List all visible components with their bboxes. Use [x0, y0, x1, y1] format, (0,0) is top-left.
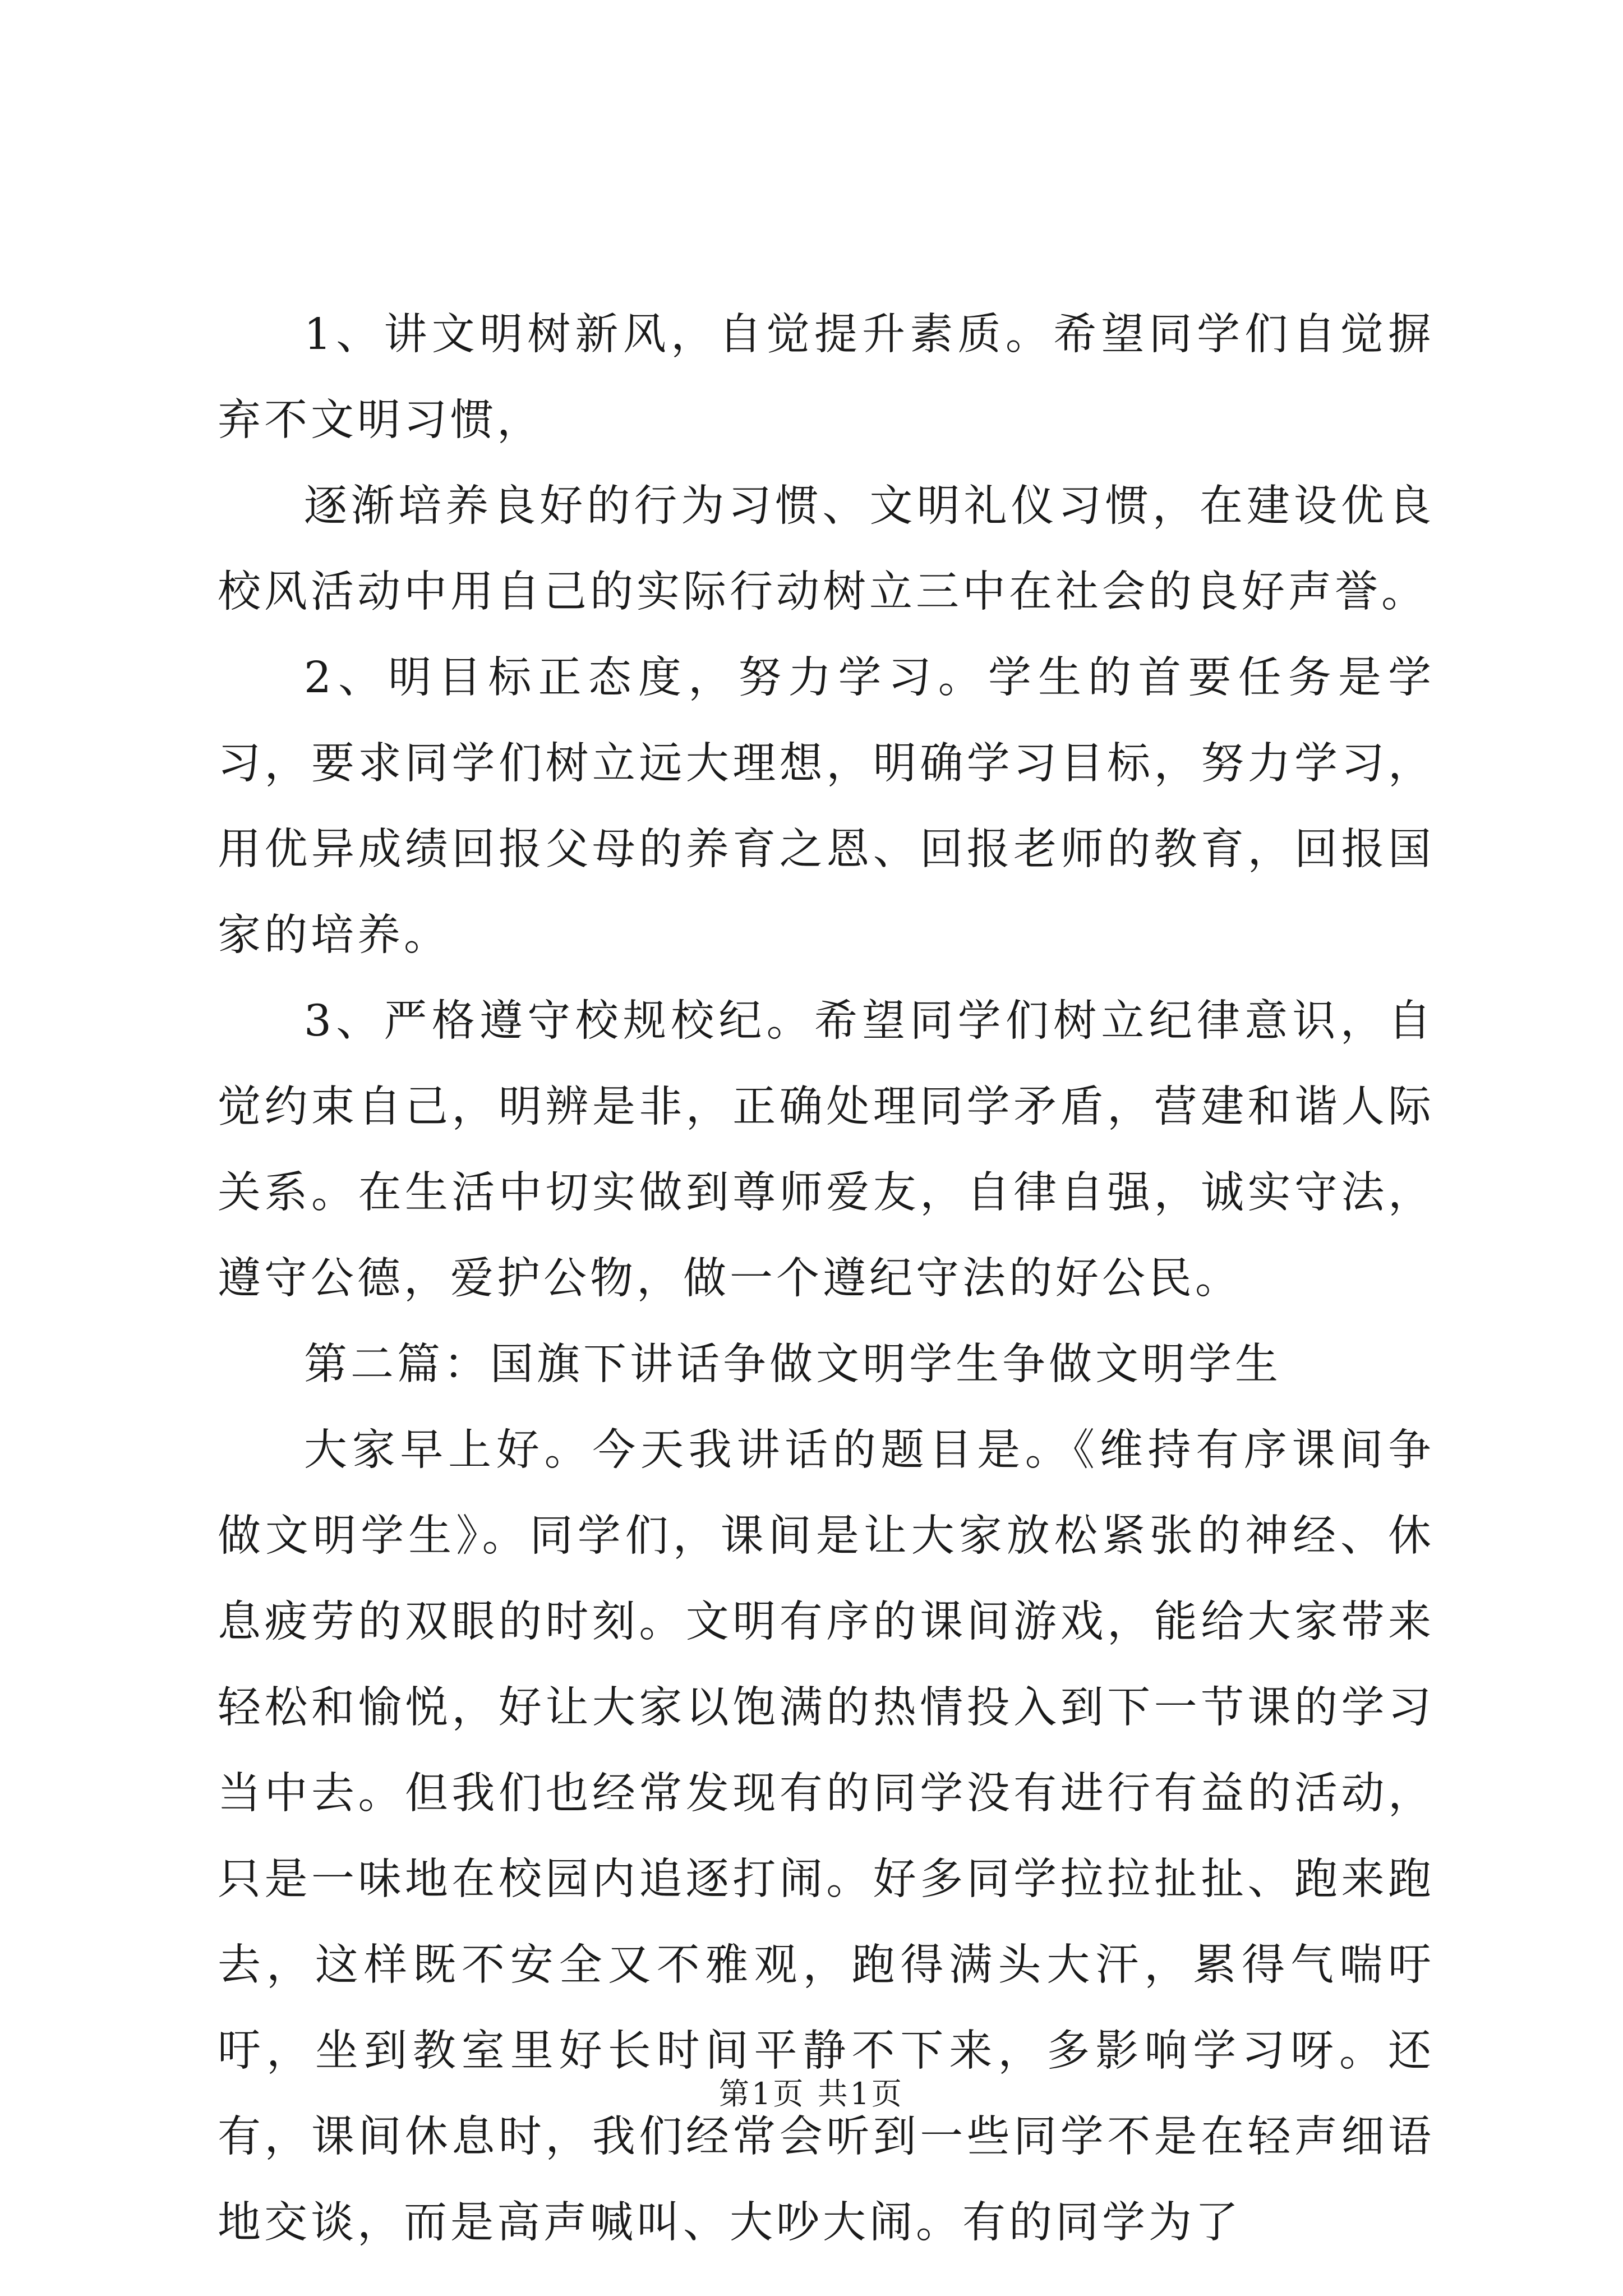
- speech-paragraph: 大家早上好。今天我讲话的题目是。《维持有序课间争做文明学生》。同学们，课间是让大家放松紧张的神经、休息疲劳的双眼的时刻。文明有序的课间游戏，能给大家带来轻松和愉悦，好让大家以饱满的热情投入到下一节课的学习当中去。但我们也经常发现有的同学没有进行有益的活动，只是一味地在校园内追逐打闹。好多同学拉拉扯扯、跑来跑去，这样既不安全又不雅观，跑得满头大汗，累得气喘吁吁，坐到教室里好长时间平静不下来，多影响学习呀。还有，课间休息时，我们经常会听到一些同学不是在轻声细语地交谈，而是高声喊叫、大吵大闹。有的同学为了: [218, 1425, 1435, 2248]
- paragraph-1: 1、讲文明树新风，自觉提升素质。希望同学们自觉摒弃不文明习惯，: [218, 310, 1435, 445]
- page-footer: 第1页 共1页: [719, 2076, 904, 2111]
- section-heading: 第二篇：国旗下讲话争做文明学生争做文明学生: [304, 1340, 1281, 1389]
- paragraph-2: 逐渐培养良好的行为习惯、文明礼仪习惯，在建设优良校风活动中用自己的实际行动树立三中在社会的良好声誉。: [218, 481, 1435, 617]
- document-body: [218, 292, 1435, 2266]
- paragraph-4: 3、严格遵守校规校纪。希望同学们树立纪律意识，自觉约束自己，明辨是非，正确处理同学矛盾，营建和谐人际关系。在生活中切实做到尊师爱友，自律自强，诚实守法，遵守公德，爱护公物，做一个遵纪守法的好公民。: [218, 996, 1435, 1304]
- paragraph-3: 2、明目标正态度，努力学习。学生的首要任务是学习，要求同学们树立远大理想，明确学习目标，努力学习，用优异成绩回报父母的养育之恩、回报老师的教育，回报国家的培养。: [218, 653, 1435, 960]
